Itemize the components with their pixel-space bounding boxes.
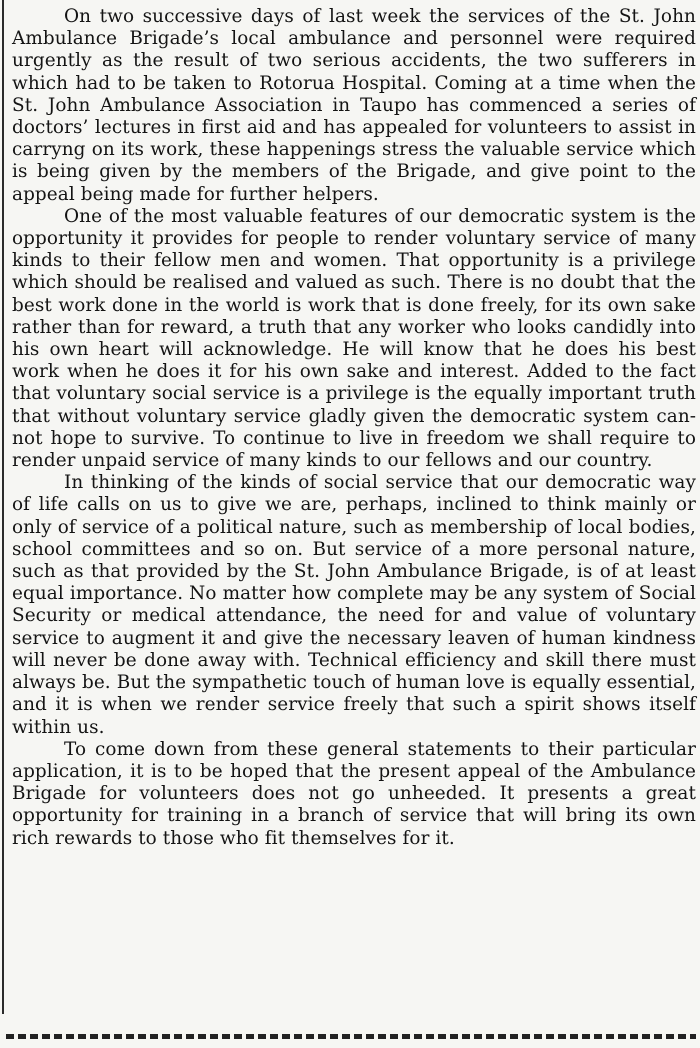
dashed-separator <box>6 1034 696 1039</box>
paragraph: In thinking of the kinds of social service that our democratic way of life calls on us to give we are, perhaps, inclined to think mainly or only of service of a political nature, such as membership of local bodies, school committees and so on. But service of a more personal nature, such as that provided by the St. John Ambulance Brigade, is of at least equal importance. No matter how complete may be any system of Social Security or medical attendance, the need for and value of voluntary service to augment it and give the necessary leaven of human kindness will never be done away with. Technical efficiency and skill there must always be. But the sympathetic touch of human love is equally essential, and it is when we render service freely that such a spirit shows itself within us. <box>12 472 696 738</box>
paragraph: One of the most valuable features of our democratic system is the opportunity it provides for people to render voluntary service of many kinds to their fellow men and women. That opportunity is a privilege which should be realised and valued as such. There is no doubt that the best work done in the world is work that is done freely, for its own sake rather than for reward, a truth that any worker who looks candidly into his own heart will acknowledge. He will know that he does his best work when he does it for his own sake and interest. Added to the fact that voluntary social service is a privilege is the equally important truth that without voluntary service gladly given the democratic system cannot hope to survive. To continue to live in freedom we shall require to render unpaid service of many kinds to our fellows and our country. <box>12 205 696 472</box>
editorial-article <box>12 6 696 850</box>
paragraph: On two successive days of last week the services of the St. John Ambulance Brigade’s local ambulance and personnel were required urgently as the result of two serious accidents, the two sufferers in which had to be taken to Rotorua Hospital. Coming at a time when the St. John Ambulance Association in Taupo has commenced a series of doctors’ lectures in first aid and has appealed for volunteers to assist in carryng on its work, these happenings stress the valuable service which is being given by the members of the Brigade, and give point to the appeal being made for further helpers. <box>12 6 696 205</box>
column-rule <box>2 0 4 1014</box>
paragraph: To come down from these general statements to their particular application, it is to be hoped that the present appeal of the Ambulance Brigade for volunteers does not go unheeded. It presents a great opportunity for training in a branch of service that will bring its own rich rewards to those who fit themselves for it. <box>12 738 696 849</box>
